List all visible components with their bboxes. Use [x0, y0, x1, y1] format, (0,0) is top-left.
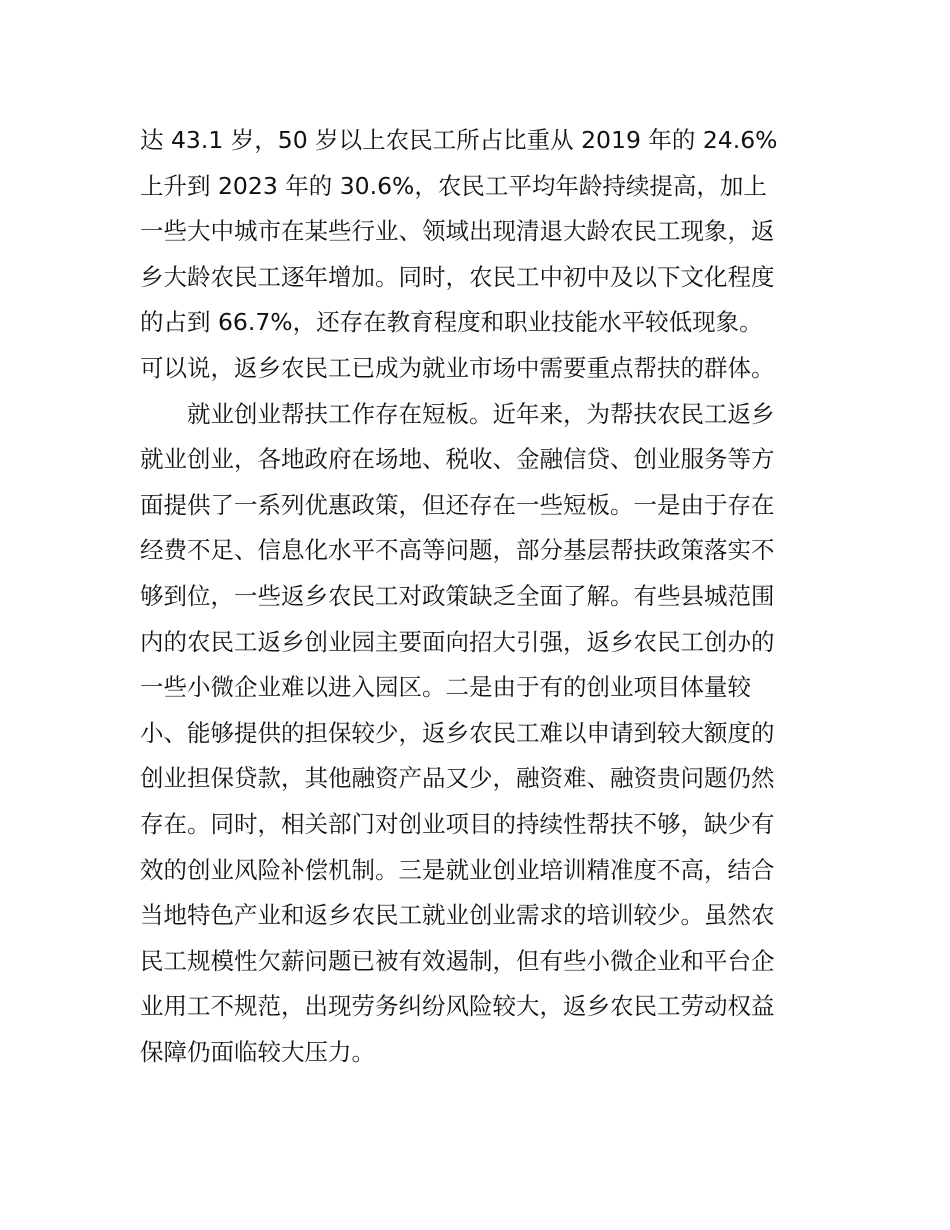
text-line: 面提供了一系列优惠政策，但还存在一些短板。一是由于存在: [140, 490, 775, 519]
text-line: 就业创业，各地政府在场地、税收、金融信贷、创业服务等方: [140, 445, 775, 474]
text-line: 一些小微企业难以进入园区。二是由于有的创业项目体量较: [140, 673, 751, 702]
text-line: 业用工不规范，出现劳务纠纷风险较大，返乡农民工劳动权益: [140, 992, 775, 1021]
text-line: 保障仍面临较大压力。: [140, 1037, 375, 1066]
text-line: 乡大龄农民工逐年增加。同时，农民工中初中及以下文化程度: [140, 262, 775, 291]
text-line: 上升到 2023 年的 30.6%，农民工平均年龄持续提高，加上: [140, 171, 767, 200]
text-line: 的占到 66.7%，还存在教育程度和职业技能水平较低现象。: [140, 308, 763, 337]
body-text: [140, 118, 815, 1075]
paragraph-2: [140, 392, 815, 1076]
text-line-first: 就业创业帮扶工作存在短板。近年来，为帮扶农民工返乡: [187, 399, 775, 428]
text-line: 达 43.1 岁，50 岁以上农民工所占比重从 2019 年的 24.6%: [140, 126, 778, 154]
text-line: 可以说，返乡农民工已成为就业市场中需要重点帮扶的群体。: [140, 353, 775, 382]
text-line: 小、能够提供的担保较少，返乡农民工难以申请到较大额度的: [140, 718, 775, 747]
text-line: 民工规模性欠薪问题已被有效遏制，但有些小微企业和平台企: [140, 946, 775, 975]
text-line: 创业担保贷款，其他融资产品又少，融资难、融资贵问题仍然: [140, 764, 775, 793]
text-line: 够到位，一些返乡农民工对政策缺乏全面了解。有些县城范围: [140, 581, 775, 610]
text-line: 当地特色产业和返乡农民工就业创业需求的培训较少。虽然农: [140, 901, 775, 930]
text-line: 效的创业风险补偿机制。三是就业创业培训精准度不高，结合: [140, 855, 775, 884]
text-line: 一些大中城市在某些行业、领域出现清退大龄农民工现象，返: [140, 217, 775, 246]
text-line: 内的农民工返乡创业园主要面向招大引强，返乡农民工创办的: [140, 627, 775, 656]
text-line: 经费不足、信息化水平不高等问题，部分基层帮扶政策落实不: [140, 536, 775, 565]
text-line: 存在。同时，相关部门对创业项目的持续性帮扶不够，缺少有: [140, 809, 775, 838]
paragraph-1: [140, 118, 815, 392]
